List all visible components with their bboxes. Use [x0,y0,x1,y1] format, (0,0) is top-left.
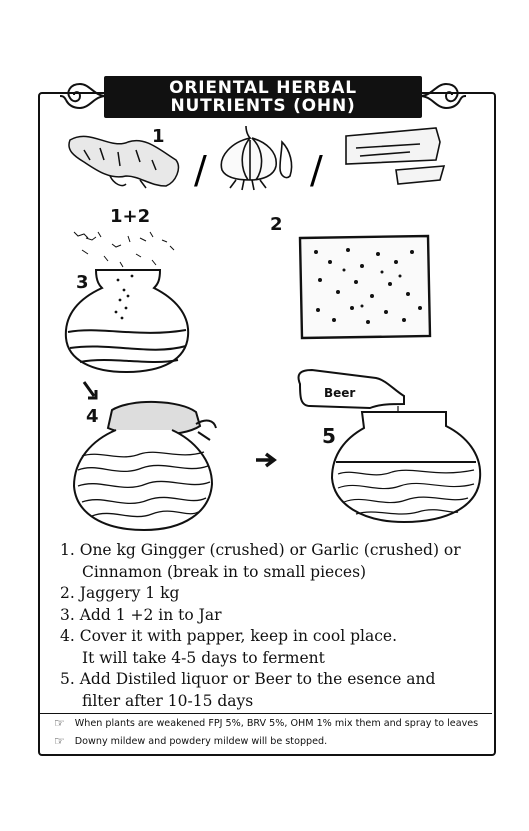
title-line-2: NUTRIENTS (OHN) [170,96,356,116]
illustration-number-1: 1 [152,126,165,147]
instruction-steps [60,540,490,712]
illustration-number-3: 3 [76,272,89,293]
beer-label: Beer [324,386,356,400]
note-1-text: When plants are weakened FPJ 5%, BRV 5%, OHM 1% mix them and spray to leaves [74,717,479,729]
illustration-number-5: 5 [322,424,336,448]
pointing-hand-icon: ☞ [54,734,65,748]
fermenting-jar-icon [332,412,480,522]
arrow-right-icon [256,454,274,466]
note-2-text: Downy mildew and powdery mildew will be stopped. [74,735,328,747]
note-2 [40,732,492,750]
step-1: 1. One kg Gingger (crushed) or Garlic (crushed) or [60,541,461,559]
step-5-continued: filter after 10-15 days [82,691,254,710]
pointing-hand-icon: ☞ [54,716,65,730]
step-3: 3. Add 1 +2 in to Jar [60,605,222,624]
separator-1: / [194,148,207,192]
arrow-down-icon [84,382,96,398]
garlic-icon [221,126,291,190]
illustration-number-2: 2 [270,214,283,235]
step-4: 4. Cover it with papper, keep in cool place. [60,627,397,645]
notes-section [40,713,492,750]
cinnamon-icon [346,128,444,184]
illustration-number-1-plus-2: 1+2 [110,206,151,227]
illustration-number-4: 4 [86,406,99,427]
note-1 [40,714,492,732]
jar-with-ingredients-icon [66,232,188,372]
title-line-1: ORIENTAL HERBAL [169,78,357,98]
step-4-continued: It will take 4-5 days to ferment [82,648,325,667]
step-5: 5. Add Distiled liquor or Beer to the esence and [60,670,436,688]
jaggery-bag-icon [300,236,430,338]
separator-2: / [310,148,323,192]
step-1-continued: Cinnamon (break in to small pieces) [82,562,367,581]
step-2: 2. Jaggery 1 kg [60,584,180,602]
